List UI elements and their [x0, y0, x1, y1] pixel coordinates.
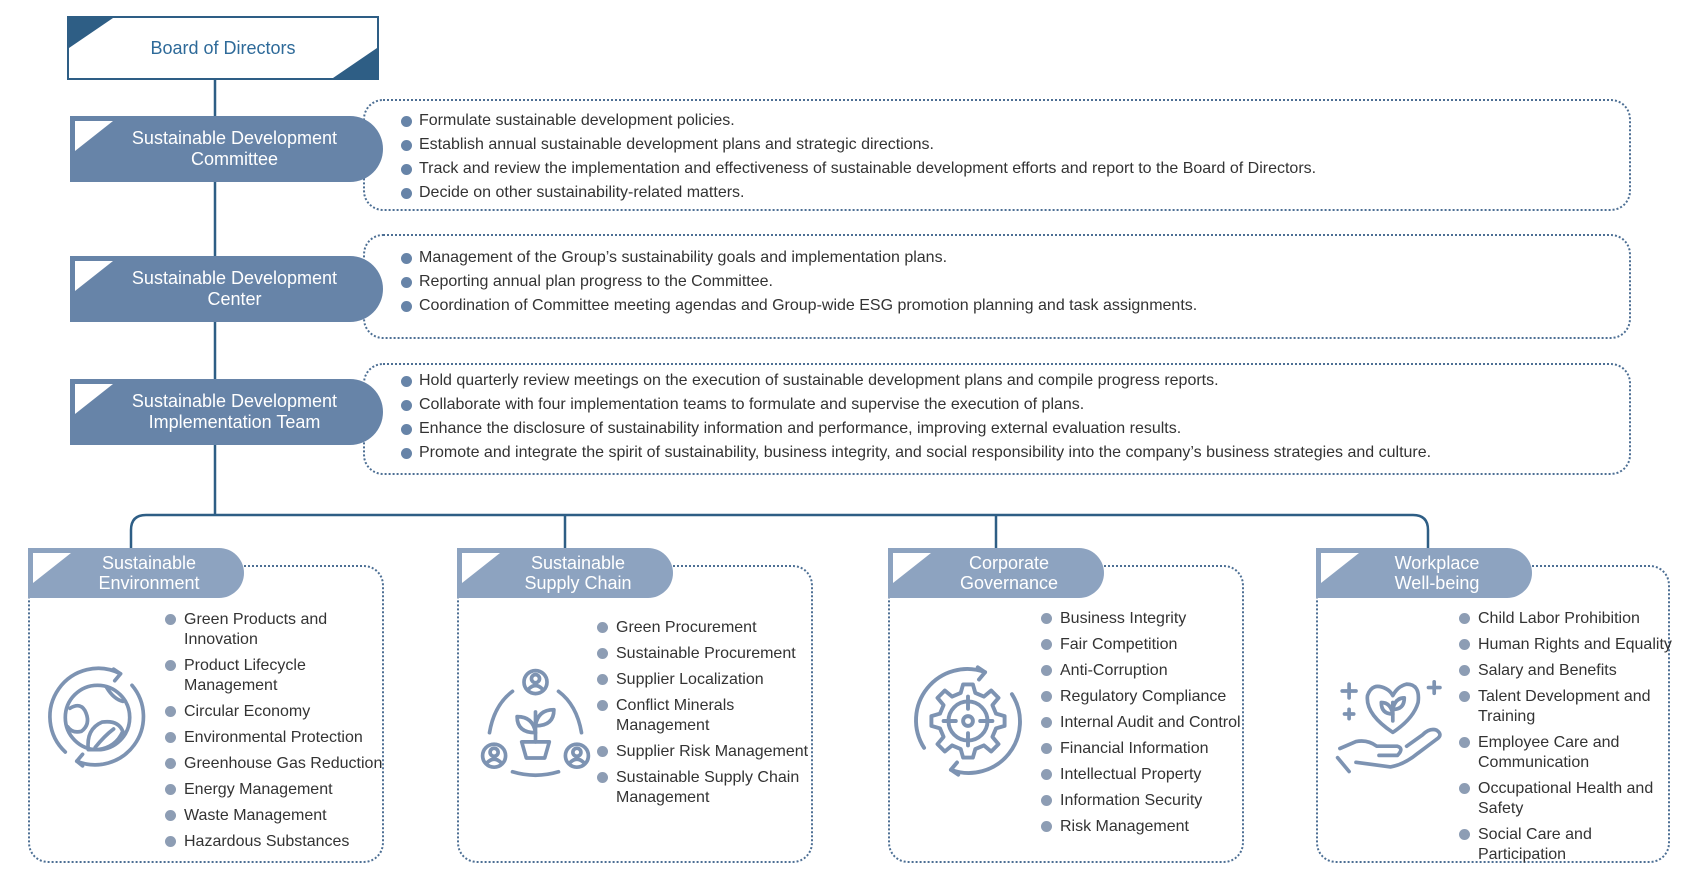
- center-label-line1: Sustainable Development: [131, 268, 338, 288]
- committee-duty: Formulate sustainable development policies.: [419, 109, 1629, 133]
- committee-duty: Establish annual sustainable development plans and strategic directions.: [419, 133, 1629, 157]
- supply-chain-title-line2: Supply Chain: [524, 573, 632, 593]
- list-item: Sustainable Procurement: [616, 644, 816, 664]
- supply-chain-title-line1: Sustainable: [530, 553, 626, 573]
- list-item: Information Security: [1060, 791, 1260, 811]
- environment-items: [184, 610, 384, 858]
- team-duty: Collaborate with four implementation teams to formulate and supervise the execution of plans.: [419, 393, 1629, 417]
- governance-items: [1060, 609, 1260, 843]
- list-item: Salary and Benefits: [1478, 661, 1678, 681]
- list-item: Employee Care and Communication: [1478, 733, 1678, 773]
- center-box: [70, 256, 383, 322]
- list-item: Intellectual Property: [1060, 765, 1260, 785]
- list-item: Fair Competition: [1060, 635, 1260, 655]
- supply-chain-items: [616, 618, 816, 814]
- list-item: Social Care and Participation: [1478, 825, 1678, 865]
- people-plant-network-icon: [478, 666, 593, 781]
- center-label-line2: Center: [207, 289, 262, 309]
- list-item: Sustainable Supply Chain Management: [616, 768, 816, 808]
- committee-duty: Track and review the implementation and effectiveness of sustainable development efforts and report to the Board of Directors.: [419, 157, 1629, 181]
- governance-title-line2: Governance: [959, 573, 1059, 593]
- list-item: Business Integrity: [1060, 609, 1260, 629]
- wellbeing-title-line2: Well-being: [1394, 573, 1480, 593]
- list-item: Occupational Health and Safety: [1478, 779, 1678, 819]
- list-item: Waste Management: [184, 806, 384, 826]
- environment-category-header: [28, 548, 244, 598]
- committee-duties-box: [363, 99, 1631, 211]
- team-duty: Hold quarterly review meetings on the execution of sustainable development plans and compile progress reports.: [419, 369, 1629, 393]
- center-duty: Reporting annual plan progress to the Committee.: [419, 270, 1629, 294]
- board-label: Board of Directors: [150, 37, 296, 58]
- list-item: Product Lifecycle Management: [184, 656, 384, 696]
- environment-title-line1: Sustainable: [101, 553, 197, 573]
- list-item: Energy Management: [184, 780, 384, 800]
- governance-title-line1: Corporate: [968, 553, 1050, 573]
- list-item: Child Labor Prohibition: [1478, 609, 1678, 629]
- environment-title-line2: Environment: [98, 573, 200, 593]
- list-item: Supplier Localization: [616, 670, 816, 690]
- list-item: Financial Information: [1060, 739, 1260, 759]
- committee-label-line2: Committee: [190, 149, 278, 169]
- center-duty: Coordination of Committee meeting agendas and Group-wide ESG promotion planning and task assignments.: [419, 294, 1629, 318]
- team-duty: Enhance the disclosure of sustainability information and performance, improving external evaluation results.: [419, 417, 1629, 441]
- list-item: Environmental Protection: [184, 728, 384, 748]
- hand-heart-icon: [1333, 668, 1448, 783]
- governance-category-header: [888, 548, 1104, 598]
- list-item: Hazardous Substances: [184, 832, 384, 852]
- earth-leaf-cycle-icon: [40, 660, 155, 775]
- list-item: Risk Management: [1060, 817, 1260, 837]
- team-duty: Promote and integrate the spirit of sustainability, business integrity, and social responsibility into the company’s business strategies and culture.: [419, 441, 1629, 465]
- wellbeing-title-line1: Workplace: [1394, 553, 1480, 573]
- team-duties-box: [363, 363, 1631, 475]
- gear-target-icon: [907, 660, 1029, 782]
- list-item: Supplier Risk Management: [616, 742, 816, 762]
- implementation-team-box: [70, 379, 383, 445]
- list-item: Anti-Corruption: [1060, 661, 1260, 681]
- committee-label-line1: Sustainable Development: [131, 128, 338, 148]
- committee-duty: Decide on other sustainability-related matters.: [419, 181, 1629, 205]
- team-label-line1: Sustainable Development: [131, 391, 338, 411]
- committee-box: [70, 116, 383, 182]
- list-item: Conflict Minerals Management: [616, 696, 816, 736]
- list-item: Green Procurement: [616, 618, 816, 638]
- team-label-line2: Implementation Team: [148, 412, 321, 432]
- supply-chain-category-header: [457, 548, 673, 598]
- list-item: Circular Economy: [184, 702, 384, 722]
- center-duty: Management of the Group’s sustainability goals and implementation plans.: [419, 246, 1629, 270]
- list-item: Talent Development and Training: [1478, 687, 1678, 727]
- list-item: Regulatory Compliance: [1060, 687, 1260, 707]
- list-item: Internal Audit and Control: [1060, 713, 1260, 733]
- wellbeing-items: [1478, 609, 1678, 871]
- list-item: Greenhouse Gas Reduction: [184, 755, 383, 772]
- wellbeing-category-header: [1316, 548, 1532, 598]
- board-of-directors-box: [67, 16, 379, 80]
- list-item: Green Products and Innovation: [184, 610, 384, 650]
- list-item: Human Rights and Equality: [1478, 635, 1678, 655]
- center-duties-box: [363, 234, 1631, 339]
